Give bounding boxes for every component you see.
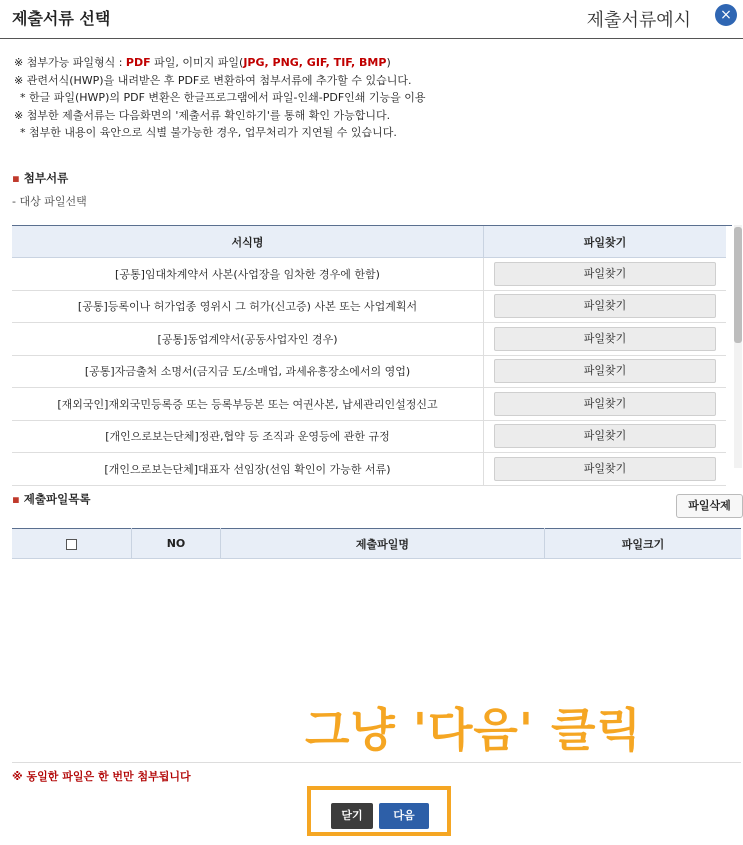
notice-extensions: JPG, PNG, GIF, TIF, BMP xyxy=(243,56,387,69)
table-row xyxy=(12,453,726,486)
form-table-scrollbar[interactable] xyxy=(734,225,742,468)
document-example-link[interactable]: 제출서류예시 xyxy=(586,10,691,31)
bullet-icon: ▪ xyxy=(12,171,20,185)
form-table-container xyxy=(12,225,732,476)
delete-file-button[interactable]: 파일삭제 xyxy=(676,494,743,518)
notice-line-formats xyxy=(14,54,426,72)
target-file-label: - 대상 파일선택 xyxy=(12,195,87,208)
files-section-label: 제출파일목록 xyxy=(23,492,91,506)
col-header-filesize: 파일크기 xyxy=(545,529,742,559)
find-file-cell xyxy=(484,355,727,388)
footer-divider xyxy=(12,762,741,763)
find-file-cell xyxy=(484,290,727,323)
notice-line-delay: * 첨부한 내용이 육안으로 식별 불가능한 경우, 업무처리가 지연될 수 있습니다. xyxy=(20,126,397,139)
bullet-icon: ▪ xyxy=(12,492,20,506)
notice-block xyxy=(14,54,426,142)
col-header-form-name: 서식명 xyxy=(12,226,484,258)
find-file-cell xyxy=(484,258,727,291)
find-file-button[interactable]: 파일찾기 xyxy=(494,457,716,481)
col-header-no: NO xyxy=(132,529,221,559)
notice-line-hwp: ※ 관련서식(HWP)을 내려받은 후 PDF로 변환하여 첨부서류에 추가할 수 있습니다. xyxy=(14,73,412,87)
form-name-cell: [개인으로보는단체]대표자 선임장(선임 확인이 가능한 서류) xyxy=(12,453,484,486)
dialog-title: 제출서류 선택 xyxy=(12,9,111,28)
find-file-button[interactable]: 파일찾기 xyxy=(494,392,716,416)
instruction-annotation: 그냥 '다음' 클릭 xyxy=(305,703,642,757)
scrollbar-thumb[interactable] xyxy=(734,227,742,343)
find-file-cell xyxy=(484,323,727,356)
submitted-files-table xyxy=(12,528,741,559)
find-file-cell xyxy=(484,388,727,421)
form-name-cell: [공통]동업계약서(공동사업자인 경우) xyxy=(12,323,484,356)
table-row xyxy=(12,258,726,291)
table-row xyxy=(12,355,726,388)
table-row xyxy=(12,323,726,356)
find-file-button[interactable]: 파일찾기 xyxy=(494,262,716,286)
files-section-title xyxy=(12,491,90,507)
form-table xyxy=(12,226,726,486)
find-file-button[interactable]: 파일찾기 xyxy=(494,359,716,383)
next-button[interactable]: 다음 xyxy=(379,803,429,829)
form-name-cell: [개인으로보는단체]정관,협약 등 조직과 운영등에 관한 규정 xyxy=(12,420,484,453)
table-row xyxy=(12,290,726,323)
table-row xyxy=(12,388,726,421)
notice-text: 파일, 이미지 파일( xyxy=(150,56,244,69)
table-row xyxy=(12,420,726,453)
close-button[interactable]: 닫기 xyxy=(331,803,373,829)
attach-section-title xyxy=(12,170,68,186)
find-file-button[interactable]: 파일찾기 xyxy=(494,424,716,448)
col-header-select-all xyxy=(12,529,132,559)
attach-section-label: 첨부서류 xyxy=(23,171,69,185)
form-name-cell: [공통]등록이나 허가업종 영위시 그 허가(신고증) 사본 또는 사업계획서 xyxy=(12,290,484,323)
find-file-button[interactable]: 파일찾기 xyxy=(494,327,716,351)
notice-line-confirm: ※ 첨부한 제출서류는 다음화면의 '제출서류 확인하기'를 통해 확인 가능합니다. xyxy=(14,108,391,122)
form-name-cell: [공통]임대차계약서 사본(사업장을 임차한 경우에 한함) xyxy=(12,258,484,291)
select-all-checkbox[interactable] xyxy=(66,539,77,550)
form-name-cell: [재외국인]재외국민등록증 또는 등록부등본 또는 여권사본, 납세관리인설정신고 xyxy=(12,388,484,421)
notice-pdf: PDF xyxy=(125,56,151,69)
find-file-button[interactable]: 파일찾기 xyxy=(494,294,716,318)
col-header-filename: 제출파일명 xyxy=(221,529,545,559)
notice-line-hwp-convert: * 한글 파일(HWP)의 PDF 변환은 한글프로그램에서 파일-인쇄-PDF인쇄 기능을 이용 xyxy=(20,91,426,104)
duplicate-file-notice: ※ 동일한 파일은 한 번만 첨부됩니다 xyxy=(12,770,191,783)
form-name-cell: [공통]자금출처 소명서(금지금 도/소매업, 과세유흥장소에서의 영업) xyxy=(12,355,484,388)
find-file-cell xyxy=(484,453,727,486)
notice-text: ※ 첨부가능 파일형식 : xyxy=(14,56,126,69)
dialog-header xyxy=(0,0,743,39)
close-icon[interactable]: × xyxy=(715,4,737,26)
find-file-cell xyxy=(484,420,727,453)
col-header-find-file: 파일찾기 xyxy=(484,226,727,258)
notice-text: ) xyxy=(386,56,391,69)
